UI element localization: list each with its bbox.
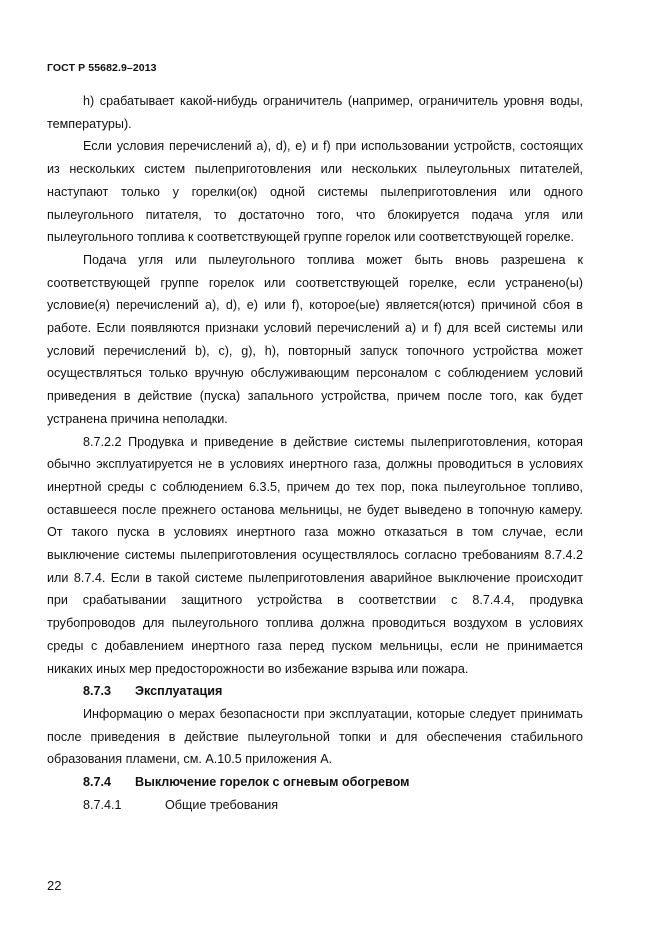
paragraph-8-7-2-2: 8.7.2.2 Продувка и приведение в действие системы пылеприготовления, которая обычно эксплуатируется не в условиях инертного газа, должны проводиться в условиях инертной среды с соблюдением 6.3.5, причем до тех пор, пока пылеугольное топливо, оставшееся после прежнего останова мельницы, не будет выведено в топочную камеру. От такого пуска в условиях инертного газа можно отказаться в том случае, если выключение системы пылеприготовления осуществлялось согласно требованиям 8.7.4.2 или 8.7.4. Если в такой системе пылеприготовления аварийное выключение происходит при срабатывании защитного устройства в соответствии с 8.7.4.4, продувка трубопроводов для пылеугольного топлива должна проводиться воздухом в условиях среды с добавлением инертного газа перед пуском мельницы, если не принимается никаких иных мер предосторожности во избежание взрыва или пожара. [47,434,583,676]
paragraph-conditions: Если условия перечислений a), d), e) и f) при использовании устройств, состоящих из нескольких систем пылеприготовления или нескольких пылеугольных питателей, наступают только у горелки(ок) одной системы пылеприготовления или одного пылеугольного питателя, то достаточно того, что блокируется подача угля или пылеугольного топлива к соответствующей группе горелок или соответствующей горелке. [47,139,583,245]
section-number: 8.7.3 [83,684,112,699]
section-number: 8.7.4.1 [83,797,122,812]
section-title: Выключение горелок с огневым обогревом [135,775,410,790]
section-number: 8.7.4 [83,775,112,790]
document-body [47,90,583,817]
section-heading-8-7-4 [47,771,583,794]
paragraph-h: h) срабатывает какой-нибудь ограничитель (например, ограничитель уровня воды, температуры). [47,94,583,131]
section-title: Общие требования [165,797,279,812]
section-heading-8-7-4-1 [47,794,583,817]
paragraph-restart: Подача угля или пылеугольного топлива может быть вновь разрешена к соответствующей группе горелок или соответствующей горелке, если устранено(ы) условие(я) перечислений a), d), e) или f), которое(ые) является(ются) причиной сбоя в работе. Если появляются признаки условий перечислений a) и f) для всей системы или условий перечислений b), c), g), h), повторный запуск топочного устройства может осуществляться только вручную обслуживающим персоналом с соблюдением условий приведения в действие (пуска) запального устройства, причем после того, как будет устранена причина неполадки. [47,252,583,426]
page-number: 22 [47,878,62,893]
section-heading-8-7-3 [47,680,583,703]
paragraph-8-7-3: Информацию о мерах безопасности при эксплуатации, которые следует принимать после приведения в действие пылеугольной топки и для обеспечения стабильного образования пламени, см. А.10.5 приложения А. [47,706,583,767]
section-title: Эксплуатация [135,684,223,699]
document-header: ГОСТ Р 55682.9–2013 [47,62,157,74]
